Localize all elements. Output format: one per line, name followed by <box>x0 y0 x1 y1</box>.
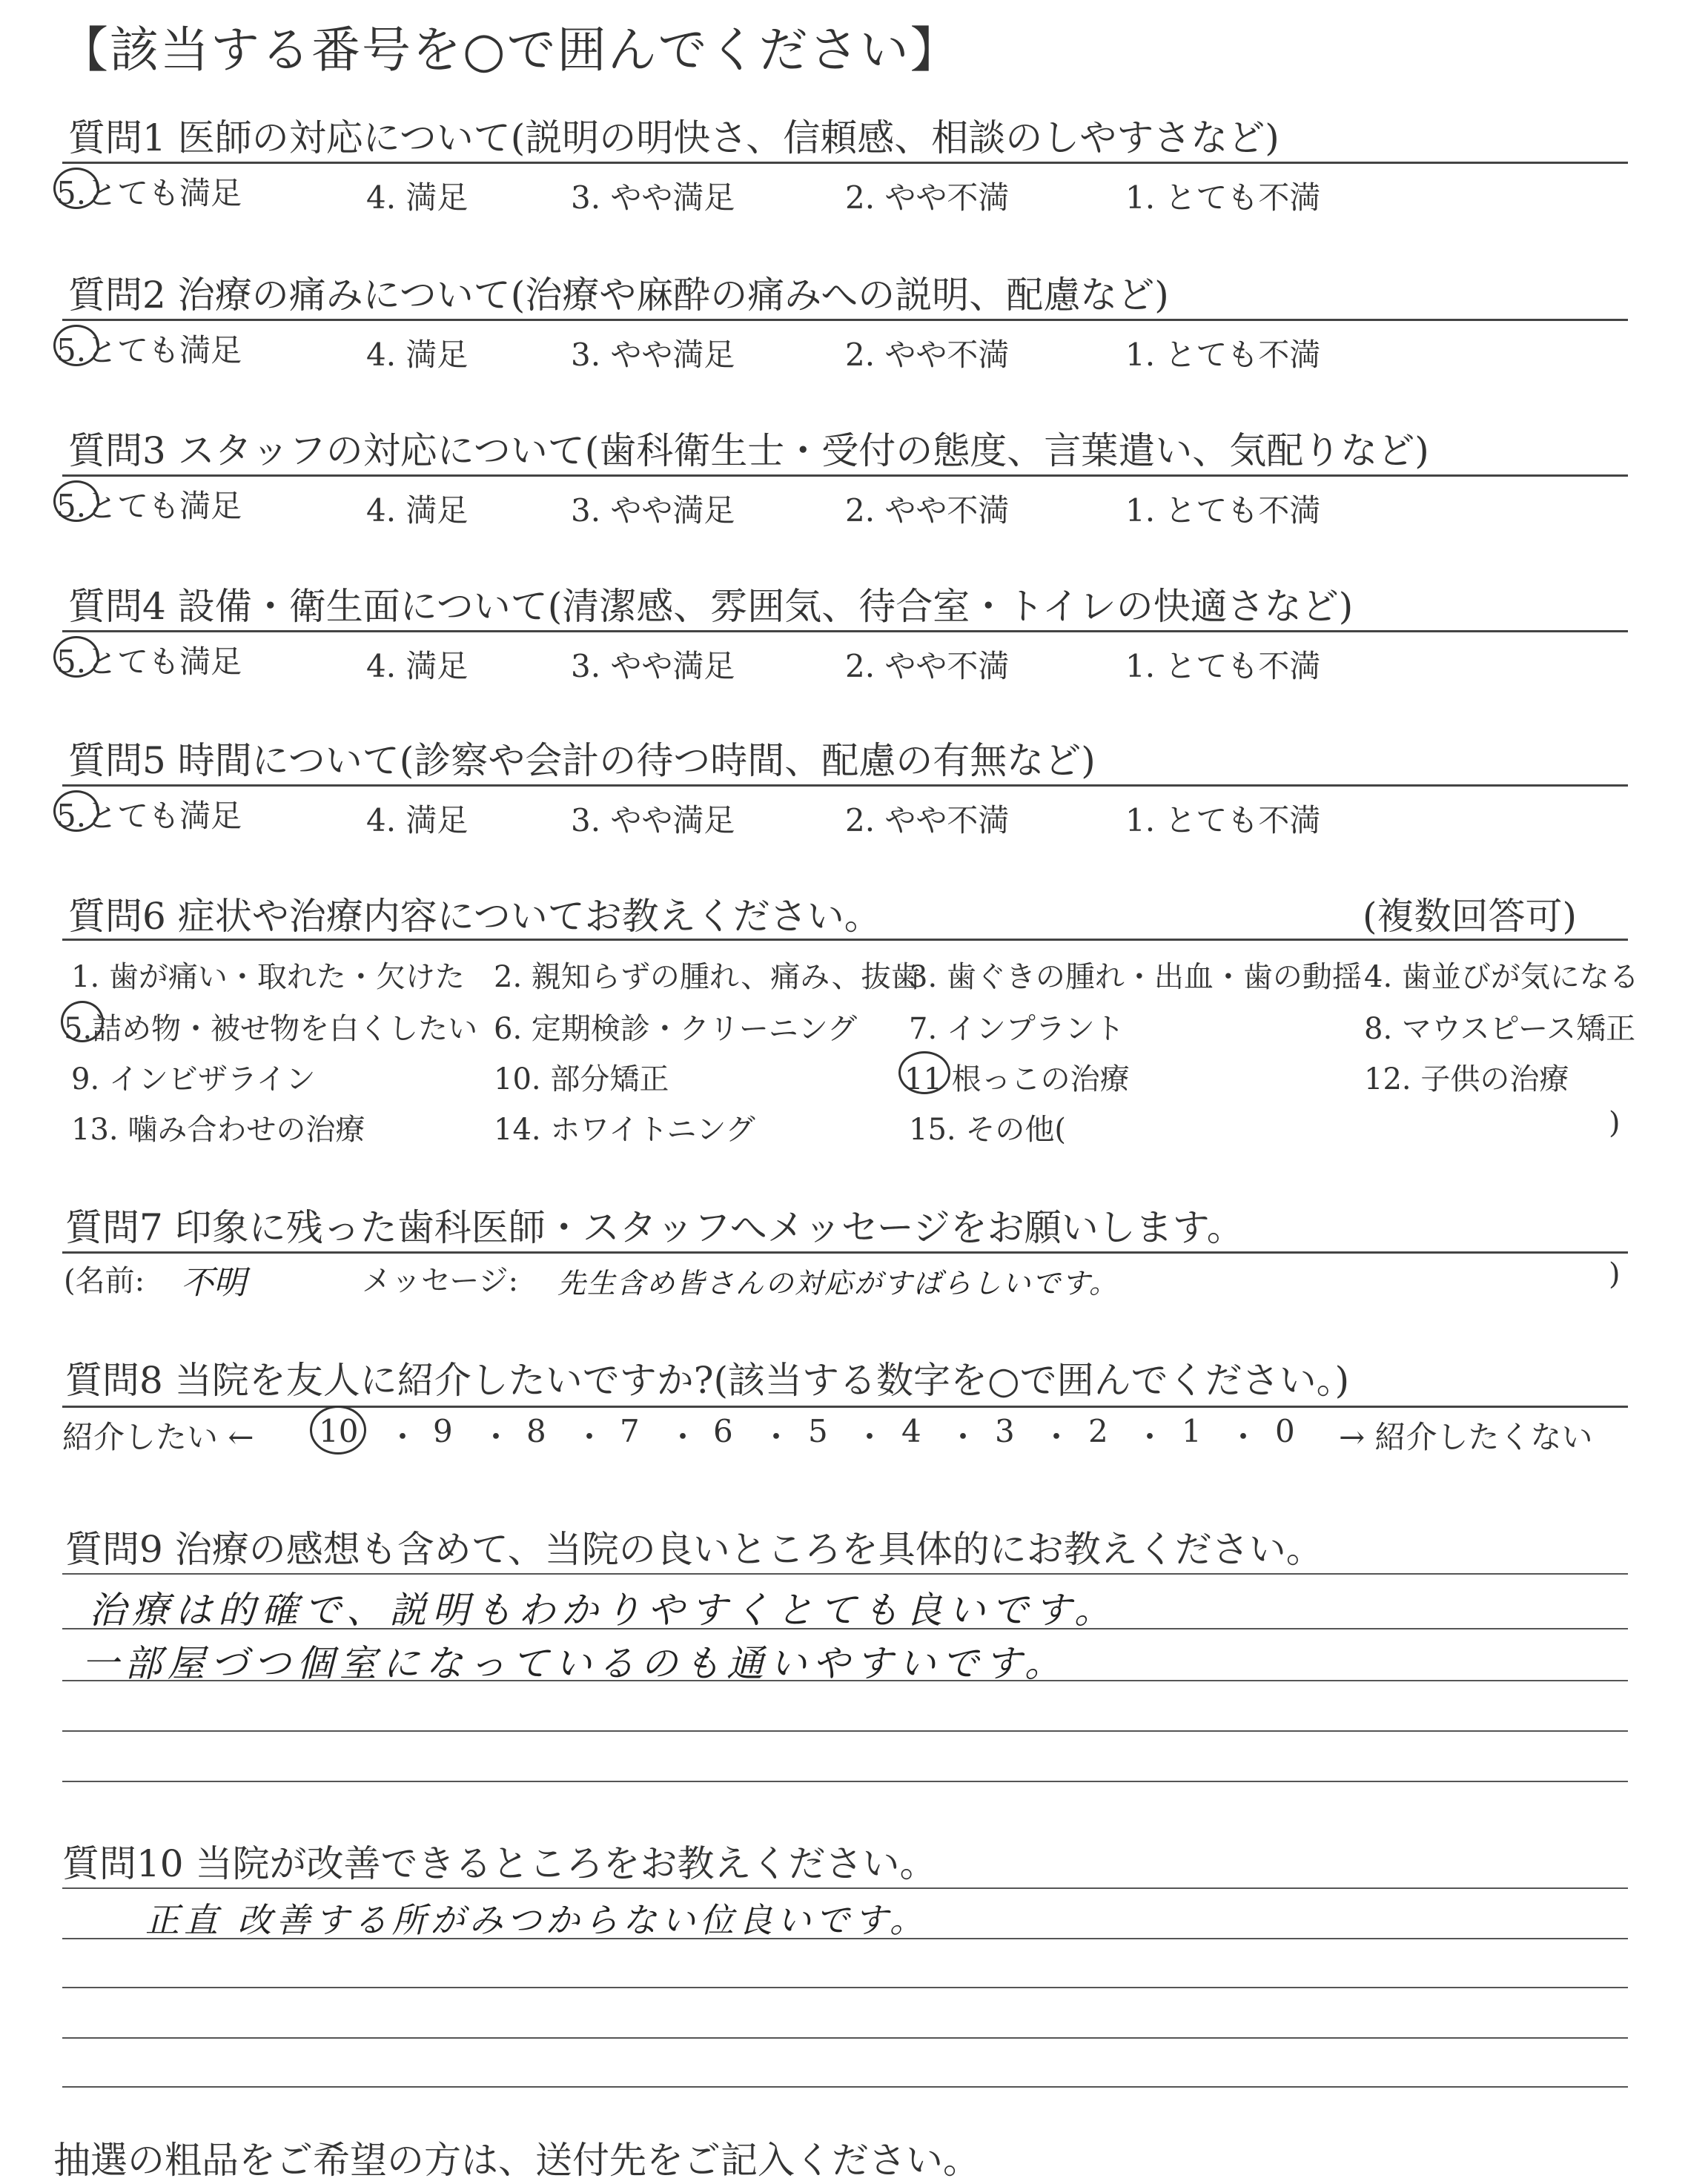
q6-item-14[interactable]: 14. ホワイトニング <box>494 1113 755 1147</box>
footer-note: 抽選の粗品をご希望の方は、送付先をご記入ください。 <box>53 2139 980 2182</box>
q6-item-5[interactable]: 5.詰め物・被せ物を白くしたい <box>64 1012 478 1046</box>
q2-option-1[interactable]: 1. とても不満 <box>1125 337 1321 373</box>
q1-selection-circle <box>53 168 99 209</box>
q8-sep: ・ <box>667 1419 699 1455</box>
q2-option-5[interactable]: 5.とても満足 <box>56 332 242 368</box>
q3-option-1[interactable]: 1. とても不満 <box>1125 492 1321 529</box>
q4-option-5[interactable]: 5.とても満足 <box>56 643 242 680</box>
q10-line-1 <box>62 1887 1628 1889</box>
q2-rule <box>62 319 1628 321</box>
q8-sep: ・ <box>1228 1419 1260 1455</box>
q7-rule <box>62 1251 1628 1254</box>
q9-line-3 <box>62 1680 1628 1681</box>
q6-item-8[interactable]: 8. マウスピース矯正 <box>1364 1012 1636 1046</box>
q3-heading: 質問3 スタッフの対応について(歯科衛生士・受付の態度、言葉遣い、気配りなど) <box>68 429 1429 472</box>
q1-option-1[interactable]: 1. とても不満 <box>1125 179 1321 216</box>
q8-selection-circle <box>310 1406 366 1455</box>
q2-option-3[interactable]: 3. やや満足 <box>571 337 735 373</box>
q5-option-4[interactable]: 4. 満足 <box>366 802 469 838</box>
q9-answer-2[interactable]: 一部屋づつ個室になっているのも通いやすいです。 <box>82 1642 1068 1685</box>
q6-item-13[interactable]: 13. 噛み合わせの治療 <box>71 1113 365 1147</box>
q7-heading: 質問7 印象に残った歯科医師・スタッフへメッセージをお願いします。 <box>65 1206 1244 1249</box>
q7-message-value[interactable]: 先生含め皆さんの対応がすばらしいです。 <box>557 1267 1119 1300</box>
q10-line-3 <box>62 1987 1628 1988</box>
q6-other-close: ) <box>1609 1106 1621 1140</box>
q4-option-3[interactable]: 3. やや満足 <box>571 648 735 684</box>
q8-left-label: 紹介したい ← <box>62 1419 254 1455</box>
q1-rule <box>62 162 1628 164</box>
q2-option-2[interactable]: 2. やや不満 <box>845 337 1010 373</box>
q8-sep: ・ <box>761 1419 792 1455</box>
q3-rule <box>62 474 1628 477</box>
q8-value-5[interactable]: 5 <box>808 1413 828 1449</box>
q8-value-2[interactable]: 2 <box>1088 1413 1108 1449</box>
q8-heading: 質問8 当院を友人に紹介したいですか?(該当する数字を○で囲んでください。) <box>65 1359 1350 1402</box>
q2-option-4[interactable]: 4. 満足 <box>366 337 469 373</box>
q4-rule <box>62 630 1628 632</box>
q1-option-2[interactable]: 2. やや不満 <box>845 179 1010 216</box>
q6-rule <box>62 939 1628 941</box>
q9-line-4 <box>62 1730 1628 1732</box>
q8-sep: ・ <box>1041 1419 1073 1455</box>
q7-name-label: (名前: <box>64 1264 145 1298</box>
q1-option-4[interactable]: 4. 満足 <box>366 179 469 216</box>
q8-sep: ・ <box>1134 1419 1166 1455</box>
q7-message-label: メッセージ: <box>362 1264 519 1298</box>
q5-option-2[interactable]: 2. やや不満 <box>845 802 1010 838</box>
q6-item-12[interactable]: 12. 子供の治療 <box>1364 1062 1569 1096</box>
q10-answer-1[interactable]: 正直 改善する所がみつからない位良いです。 <box>145 1900 929 1940</box>
q3-selection-circle <box>53 480 99 522</box>
q10-heading: 質問10 当院が改善できるところをお教えください。 <box>62 1842 937 1885</box>
q6-item-9[interactable]: 9. インビザライン <box>71 1062 316 1096</box>
q5-selection-circle <box>53 790 99 832</box>
q9-heading: 質問9 治療の感想も含めて、当院の良いところを具体的にお教えください。 <box>65 1528 1323 1571</box>
q4-option-1[interactable]: 1. とても不満 <box>1125 648 1321 684</box>
q3-option-5[interactable]: 5.とても満足 <box>56 488 242 524</box>
q2-heading: 質問2 治療の痛みについて(治療や麻酔の痛みへの説明、配慮など) <box>68 274 1169 317</box>
q4-selection-circle <box>53 636 99 678</box>
q8-value-6[interactable]: 6 <box>713 1413 733 1449</box>
q8-sep: ・ <box>480 1419 512 1455</box>
q9-answer-1[interactable]: 治療は的確で、説明もわかりやすくとても良いです。 <box>89 1589 1117 1632</box>
q10-line-5 <box>62 2086 1628 2088</box>
q8-sep: ・ <box>947 1419 979 1455</box>
q6-item-4[interactable]: 4. 歯並びが気になる <box>1364 960 1639 994</box>
q8-sep: ・ <box>574 1419 606 1455</box>
q5-option-1[interactable]: 1. とても不満 <box>1125 802 1321 838</box>
q6-item-7[interactable]: 7. インプラント <box>909 1012 1125 1046</box>
q1-heading: 質問1 医師の対応について(説明の明快さ、信頼感、相談のしやすさなど) <box>68 116 1280 159</box>
q3-option-2[interactable]: 2. やや不満 <box>845 492 1010 529</box>
q8-right-label: → 紹介したくない <box>1339 1419 1593 1455</box>
q5-rule <box>62 784 1628 787</box>
q8-value-1[interactable]: 1 <box>1182 1413 1202 1449</box>
q8-value-8[interactable]: 8 <box>526 1413 546 1449</box>
q3-option-3[interactable]: 3. やや満足 <box>571 492 735 529</box>
q8-value-4[interactable]: 4 <box>901 1413 921 1449</box>
q6-heading: 質問6 症状や治療内容についてお教えください。 <box>68 895 881 938</box>
q9-line-5 <box>62 1781 1628 1782</box>
q7-name-value[interactable]: 不明 <box>181 1264 246 1302</box>
q9-line-2 <box>62 1628 1628 1629</box>
q8-value-3[interactable]: 3 <box>995 1413 1015 1449</box>
q2-selection-circle <box>53 325 99 366</box>
q6-item-3[interactable]: 3. 歯ぐきの腫れ・出血・歯の動揺 <box>909 960 1362 994</box>
q8-value-10[interactable]: 10 <box>319 1413 359 1449</box>
q6-item-10[interactable]: 10. 部分矯正 <box>494 1062 669 1096</box>
q1-option-5[interactable]: 5.とても満足 <box>56 175 242 211</box>
q8-value-7[interactable]: 7 <box>620 1413 640 1449</box>
q8-value-0[interactable]: 0 <box>1275 1413 1295 1449</box>
q6-item-1[interactable]: 1. 歯が痛い・取れた・欠けた <box>71 960 465 994</box>
q6-selection-circle-11 <box>898 1051 950 1094</box>
q6-item-15[interactable]: 15. その他( <box>909 1113 1066 1147</box>
q3-option-4[interactable]: 4. 満足 <box>366 492 469 529</box>
q8-rule <box>62 1406 1628 1408</box>
q8-sep: ・ <box>387 1419 419 1455</box>
q7-close: ) <box>1609 1257 1621 1291</box>
q5-heading: 質問5 時間について(診察や会計の待つ時間、配慮の有無など) <box>68 739 1096 782</box>
q5-option-3[interactable]: 3. やや満足 <box>571 802 735 838</box>
q4-option-4[interactable]: 4. 満足 <box>366 648 469 684</box>
q6-item-6[interactable]: 6. 定期検診・クリーニング <box>494 1012 858 1046</box>
q10-line-4 <box>62 2037 1628 2039</box>
q6-item-2[interactable]: 2. 親知らずの腫れ、痛み、抜歯 <box>494 960 921 994</box>
q6-item-11[interactable]: 11 根っこの治療 <box>904 1062 1130 1096</box>
q8-sep: ・ <box>854 1419 886 1455</box>
q9-line-1 <box>62 1573 1628 1575</box>
q6-multiple-note: (複数回答可) <box>1363 895 1578 938</box>
form-title: 【該当する番号を○で囲んでください】 <box>59 21 961 79</box>
q5-option-5[interactable]: 5.とても満足 <box>56 798 242 834</box>
q6-selection-circle-5 <box>61 1001 104 1042</box>
q10-line-2 <box>62 1938 1628 1939</box>
q4-option-2[interactable]: 2. やや不満 <box>845 648 1010 684</box>
q1-option-3[interactable]: 3. やや満足 <box>571 179 735 216</box>
q8-value-9[interactable]: 9 <box>433 1413 453 1449</box>
q4-heading: 質問4 設備・衛生面について(清潔感、雰囲気、待合室・トイレの快適さなど) <box>68 585 1354 628</box>
